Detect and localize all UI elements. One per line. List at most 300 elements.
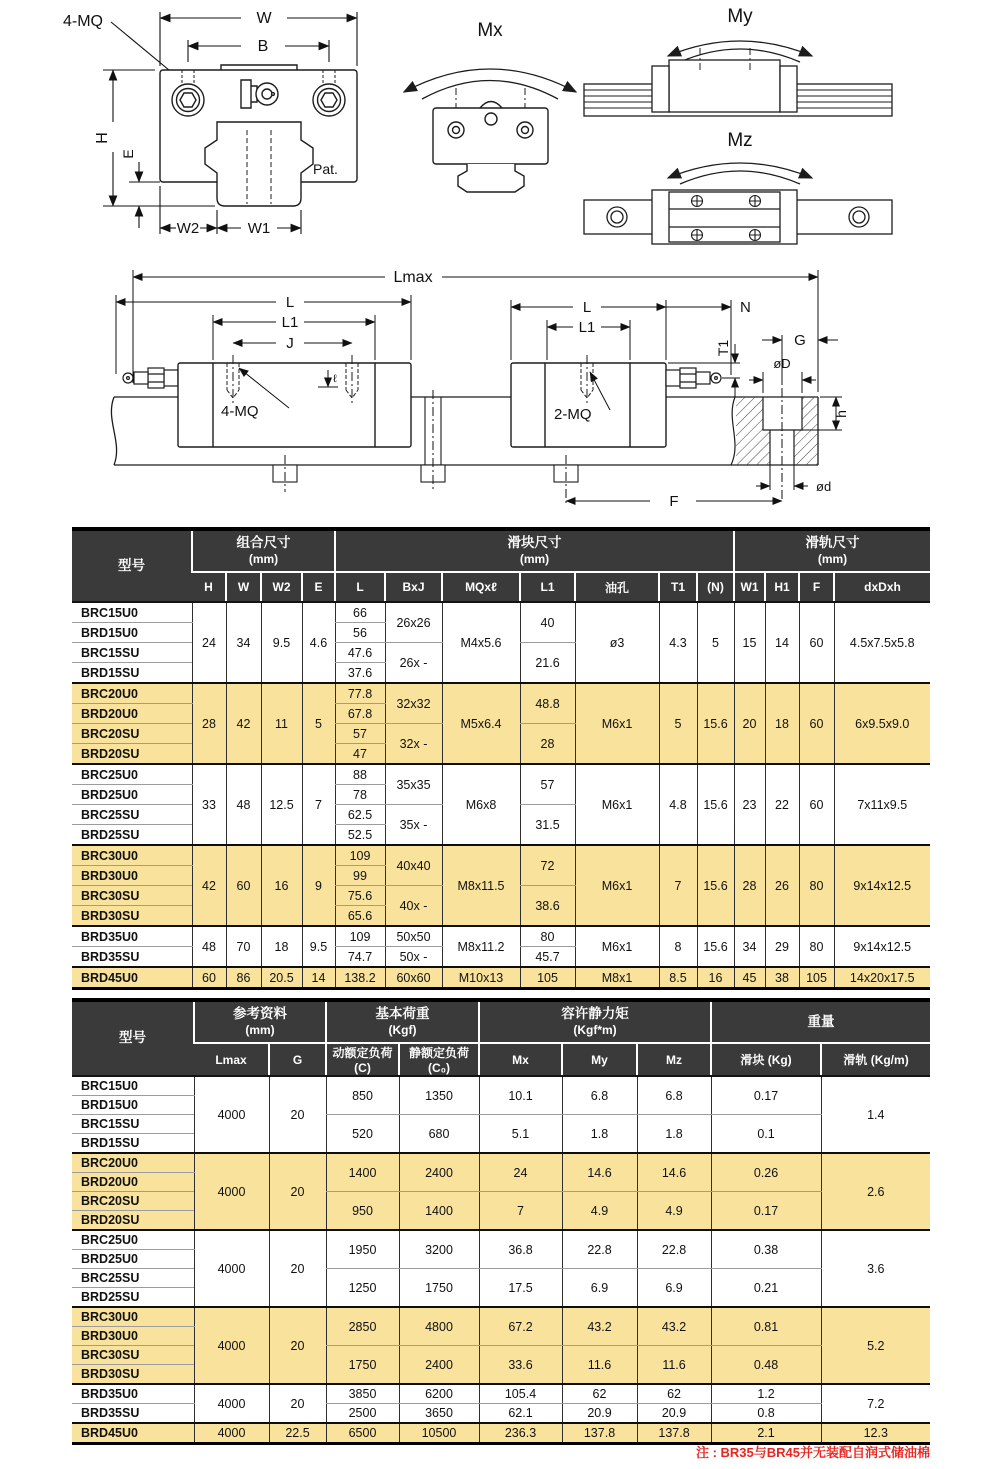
group-header-label: 滑块尺寸 bbox=[507, 535, 562, 551]
cell-W: 86 bbox=[226, 967, 261, 989]
group-header bbox=[479, 1000, 711, 1043]
load-ratings-table bbox=[72, 998, 930, 1445]
cell-C0: 6200 bbox=[399, 1384, 479, 1404]
cell-E: 7 bbox=[302, 764, 335, 845]
cell-H: 28 bbox=[192, 683, 226, 764]
dim-label-e: E bbox=[120, 149, 136, 159]
cell-rail: 3.6 bbox=[821, 1230, 930, 1307]
model-cell: BRD20U0 bbox=[72, 704, 192, 724]
model-cell: BRC15SU bbox=[72, 643, 192, 663]
cell-W: 48 bbox=[226, 764, 261, 845]
cell-dxDxh: 7x11x9.5 bbox=[834, 764, 930, 845]
cell-L1: 57 bbox=[520, 764, 575, 805]
cell-dxDxh: 9x14x12.5 bbox=[834, 926, 930, 967]
model-cell: BRD25SU bbox=[72, 1288, 194, 1308]
cell-F: 80 bbox=[799, 845, 834, 926]
group-header-unit: (mm) bbox=[817, 551, 848, 566]
group-header-unit: (Kgf*m) bbox=[573, 1022, 617, 1037]
table-row bbox=[72, 845, 930, 866]
cell-G: 22.5 bbox=[269, 1423, 326, 1444]
cell-blk: 0.17 bbox=[711, 1192, 821, 1231]
cell-Lmax: 4000 bbox=[194, 1153, 269, 1230]
dim-label-w1: W1 bbox=[247, 220, 271, 237]
model-column-header: 型号 bbox=[72, 529, 192, 602]
model-cell: BRC15U0 bbox=[72, 1076, 194, 1096]
model-cell: BRD30U0 bbox=[72, 1327, 194, 1346]
cell-L: 47 bbox=[335, 744, 385, 765]
cell-blk: 1.2 bbox=[711, 1384, 821, 1404]
cell-C: 850 bbox=[326, 1076, 399, 1115]
column-header: W2 bbox=[261, 572, 302, 602]
cell-W1: 34 bbox=[734, 926, 765, 967]
cell-Mx: 10.1 bbox=[479, 1076, 562, 1115]
cell-C0: 1350 bbox=[399, 1076, 479, 1115]
cell-MQ: M8x11.2 bbox=[442, 926, 520, 967]
model-cell: BRD20SU bbox=[72, 744, 192, 765]
cell-F: 60 bbox=[799, 683, 834, 764]
cell-Mx: 17.5 bbox=[479, 1269, 562, 1308]
cell-C0: 680 bbox=[399, 1115, 479, 1154]
cell-Mz: 4.9 bbox=[637, 1192, 711, 1231]
cell-L1: 40 bbox=[520, 602, 575, 643]
table-row bbox=[72, 683, 930, 704]
cell-F: 105 bbox=[799, 967, 834, 989]
group-header-label: 基本荷重 bbox=[375, 1006, 430, 1022]
cell-F: 60 bbox=[799, 764, 834, 845]
cell-oil: M6x1 bbox=[575, 845, 659, 926]
column-header: L bbox=[335, 572, 385, 602]
dim-label-b: B bbox=[257, 38, 269, 55]
cell-Mz: 6.9 bbox=[637, 1269, 711, 1308]
cell-W1: 45 bbox=[734, 967, 765, 989]
cell-blk: 0.38 bbox=[711, 1230, 821, 1269]
model-cell: BRD45U0 bbox=[72, 967, 192, 989]
cell-C: 1400 bbox=[326, 1153, 399, 1192]
cell-Lmax: 4000 bbox=[194, 1076, 269, 1153]
column-header: Lmax bbox=[194, 1043, 269, 1076]
cell-L1: 31.5 bbox=[520, 805, 575, 846]
cell-H: 42 bbox=[192, 845, 226, 926]
pat-label: Pat. bbox=[313, 161, 338, 177]
model-cell: BRD35SU bbox=[72, 1404, 194, 1424]
cell-C: 1950 bbox=[326, 1230, 399, 1269]
front-section-drawing bbox=[55, 2, 395, 246]
dim-label-n: N bbox=[740, 299, 751, 316]
cell-blk: 0.1 bbox=[711, 1115, 821, 1154]
cell-N: 15.6 bbox=[697, 683, 734, 764]
column-header: MQxℓ bbox=[442, 572, 520, 602]
cell-blk: 0.8 bbox=[711, 1404, 821, 1424]
model-cell: BRD25U0 bbox=[72, 1250, 194, 1269]
cell-BxJ: 32x - bbox=[385, 724, 442, 765]
cell-N: 15.6 bbox=[697, 764, 734, 845]
cell-Mx: 33.6 bbox=[479, 1346, 562, 1385]
dim-label-t1: T1 bbox=[715, 339, 731, 357]
model-cell: BRC20U0 bbox=[72, 683, 192, 704]
cell-H1: 22 bbox=[765, 764, 799, 845]
cell-C: 520 bbox=[326, 1115, 399, 1154]
model-cell: BRC30U0 bbox=[72, 845, 192, 866]
cell-H: 60 bbox=[192, 967, 226, 989]
cell-L: 109 bbox=[335, 845, 385, 866]
dim-label-f: F bbox=[669, 493, 679, 510]
table-row bbox=[72, 1384, 930, 1404]
dim-label-thread-depth: ℓ bbox=[333, 373, 337, 385]
model-cell: BRC15U0 bbox=[72, 602, 192, 623]
dimensions-table bbox=[72, 527, 930, 990]
cell-L: 78 bbox=[335, 785, 385, 805]
cell-Lmax: 4000 bbox=[194, 1230, 269, 1307]
column-header: BxJ bbox=[385, 572, 442, 602]
group-header bbox=[711, 1000, 930, 1043]
column-header: W1 bbox=[734, 572, 765, 602]
cell-blk: 0.48 bbox=[711, 1346, 821, 1385]
cell-N: 5 bbox=[697, 602, 734, 683]
table-row bbox=[72, 967, 930, 989]
table-row bbox=[72, 1153, 930, 1173]
cell-Mx: 105.4 bbox=[479, 1384, 562, 1404]
table-row bbox=[72, 1307, 930, 1327]
cell-MQ: M4x5.6 bbox=[442, 602, 520, 683]
cell-E: 4.6 bbox=[302, 602, 335, 683]
cell-L: 99 bbox=[335, 866, 385, 886]
model-cell: BRD15SU bbox=[72, 1134, 194, 1154]
column-header: G bbox=[269, 1043, 326, 1076]
column-header: E bbox=[302, 572, 335, 602]
cell-W2: 12.5 bbox=[261, 764, 302, 845]
cell-C: 950 bbox=[326, 1192, 399, 1231]
cell-G: 20 bbox=[269, 1076, 326, 1153]
my-label: My bbox=[727, 6, 753, 27]
column-header: 静额定负荷 (C₀) bbox=[399, 1043, 479, 1076]
dim-label-g: G bbox=[794, 332, 806, 349]
cell-C0: 2400 bbox=[399, 1153, 479, 1192]
cell-L: 67.8 bbox=[335, 704, 385, 724]
cell-L: 88 bbox=[335, 764, 385, 785]
cell-My: 6.8 bbox=[562, 1076, 637, 1115]
group-header-unit: (mm) bbox=[519, 551, 550, 566]
mx-moment-drawing bbox=[388, 12, 593, 197]
cell-E: 14 bbox=[302, 967, 335, 989]
dim-label-w: W bbox=[256, 10, 272, 27]
cell-C0: 3200 bbox=[399, 1230, 479, 1269]
cell-Mx: 36.8 bbox=[479, 1230, 562, 1269]
model-cell: BRC20SU bbox=[72, 1192, 194, 1211]
cell-Mx: 5.1 bbox=[479, 1115, 562, 1154]
cell-W2: 18 bbox=[261, 926, 302, 967]
cell-blk: 0.21 bbox=[711, 1269, 821, 1308]
table-row bbox=[72, 1230, 930, 1250]
cell-L: 77.8 bbox=[335, 683, 385, 704]
cell-rail: 5.2 bbox=[821, 1307, 930, 1384]
column-header: 动额定负荷 (C) bbox=[326, 1043, 399, 1076]
cell-C0: 1400 bbox=[399, 1192, 479, 1231]
group-header-label: 组合尺寸 bbox=[236, 535, 291, 551]
cell-L1: 28 bbox=[520, 724, 575, 765]
cell-blk: 2.1 bbox=[711, 1423, 821, 1444]
cell-C: 3850 bbox=[326, 1384, 399, 1404]
model-cell: BRD30U0 bbox=[72, 866, 192, 886]
cell-MQ: M8x11.5 bbox=[442, 845, 520, 926]
group-header-label: 容许静力矩 bbox=[561, 1006, 629, 1022]
cell-MQ: M5x6.4 bbox=[442, 683, 520, 764]
cell-C: 1750 bbox=[326, 1346, 399, 1385]
cell-C: 1250 bbox=[326, 1269, 399, 1308]
cell-G: 20 bbox=[269, 1230, 326, 1307]
cell-rail: 1.4 bbox=[821, 1076, 930, 1153]
column-header: dxDxh bbox=[834, 572, 930, 602]
dim-label-h-depth: h bbox=[833, 410, 849, 418]
group-header bbox=[326, 1000, 479, 1043]
cell-C0: 4800 bbox=[399, 1307, 479, 1346]
cell-Mz: 137.8 bbox=[637, 1423, 711, 1444]
cell-dxDxh: 14x20x17.5 bbox=[834, 967, 930, 989]
cell-Mx: 62.1 bbox=[479, 1404, 562, 1424]
cell-E: 9 bbox=[302, 845, 335, 926]
footnote: 注 : BR35与BR45并无装配自润式储油棉 bbox=[695, 1445, 930, 1460]
model-cell: BRC25SU bbox=[72, 1269, 194, 1288]
column-header: T1 bbox=[659, 572, 697, 602]
cell-MQ: M6x8 bbox=[442, 764, 520, 845]
cell-W: 42 bbox=[226, 683, 261, 764]
cell-BxJ: 50x50 bbox=[385, 926, 442, 947]
cell-Lmax: 4000 bbox=[194, 1307, 269, 1384]
cell-G: 20 bbox=[269, 1153, 326, 1230]
cell-dxDxh: 6x9.5x9.0 bbox=[834, 683, 930, 764]
cell-My: 22.8 bbox=[562, 1230, 637, 1269]
cell-oil: M6x1 bbox=[575, 683, 659, 764]
model-cell: BRC25U0 bbox=[72, 1230, 194, 1250]
model-cell: BRD15U0 bbox=[72, 1096, 194, 1115]
cell-dxDxh: 9x14x12.5 bbox=[834, 845, 930, 926]
cell-W: 34 bbox=[226, 602, 261, 683]
cell-L: 62.5 bbox=[335, 805, 385, 825]
cell-W1: 28 bbox=[734, 845, 765, 926]
dim-label-lmax: Lmax bbox=[393, 269, 433, 286]
cell-BxJ: 32x32 bbox=[385, 683, 442, 724]
cell-T1: 7 bbox=[659, 845, 697, 926]
column-header: My bbox=[562, 1043, 637, 1076]
dim-label-l-left: L bbox=[285, 294, 295, 311]
header-row-columns bbox=[72, 572, 930, 602]
cell-H: 24 bbox=[192, 602, 226, 683]
mz-label: Mz bbox=[727, 130, 753, 151]
cell-My: 20.9 bbox=[562, 1404, 637, 1424]
cell-L1: 38.6 bbox=[520, 886, 575, 927]
table-row bbox=[72, 1076, 930, 1096]
cell-oil: ø3 bbox=[575, 602, 659, 683]
cell-C0: 1750 bbox=[399, 1269, 479, 1308]
cell-rail: 12.3 bbox=[821, 1423, 930, 1444]
cell-L: 109 bbox=[335, 926, 385, 947]
model-cell: BRC20U0 bbox=[72, 1153, 194, 1173]
model-cell: BRD15U0 bbox=[72, 623, 192, 643]
dim-label-2mq: 2-MQ bbox=[554, 406, 592, 423]
cell-BxJ: 40x - bbox=[385, 886, 442, 927]
model-cell: BRD25SU bbox=[72, 825, 192, 846]
group-header bbox=[192, 529, 335, 572]
cell-H1: 38 bbox=[765, 967, 799, 989]
cell-L: 138.2 bbox=[335, 967, 385, 989]
cell-H: 33 bbox=[192, 764, 226, 845]
cell-W1: 15 bbox=[734, 602, 765, 683]
cell-Mx: 67.2 bbox=[479, 1307, 562, 1346]
model-cell: BRD35U0 bbox=[72, 1384, 194, 1404]
cell-F: 60 bbox=[799, 602, 834, 683]
cell-Mx: 236.3 bbox=[479, 1423, 562, 1444]
cell-H1: 18 bbox=[765, 683, 799, 764]
column-header: L1 bbox=[520, 572, 575, 602]
cell-Mz: 14.6 bbox=[637, 1153, 711, 1192]
dim-label-l1-right: L1 bbox=[578, 319, 596, 336]
cell-My: 4.9 bbox=[562, 1192, 637, 1231]
cell-L1: 48.8 bbox=[520, 683, 575, 724]
table-row bbox=[72, 1423, 930, 1444]
cell-oil: M8x1 bbox=[575, 967, 659, 989]
dim-label-l-right: L bbox=[582, 299, 592, 316]
cell-N: 15.6 bbox=[697, 845, 734, 926]
group-header-unit: (mm) bbox=[245, 1022, 275, 1037]
table-row bbox=[72, 602, 930, 623]
group-header-label: 参考资料 bbox=[233, 1006, 287, 1022]
column-header: Mz bbox=[637, 1043, 711, 1076]
cell-BxJ: 40x40 bbox=[385, 845, 442, 886]
dim-label-phi-d-lower: ød bbox=[816, 479, 832, 494]
cell-W2: 11 bbox=[261, 683, 302, 764]
column-header: 滑块 (Kg) bbox=[711, 1043, 821, 1076]
group-header bbox=[734, 529, 930, 572]
cell-C0: 2400 bbox=[399, 1346, 479, 1385]
cell-E: 5 bbox=[302, 683, 335, 764]
cell-My: 137.8 bbox=[562, 1423, 637, 1444]
column-header: F bbox=[799, 572, 834, 602]
cell-H1: 26 bbox=[765, 845, 799, 926]
cell-My: 1.8 bbox=[562, 1115, 637, 1154]
model-cell: BRC30SU bbox=[72, 1346, 194, 1365]
cell-BxJ: 50x - bbox=[385, 947, 442, 968]
dim-label-w2: W2 bbox=[176, 220, 200, 237]
cell-H1: 29 bbox=[765, 926, 799, 967]
column-header: W bbox=[226, 572, 261, 602]
cell-N: 16 bbox=[697, 967, 734, 989]
cell-BxJ: 60x60 bbox=[385, 967, 442, 989]
model-cell: BRC25U0 bbox=[72, 764, 192, 785]
model-cell: BRD25U0 bbox=[72, 785, 192, 805]
cell-My: 6.9 bbox=[562, 1269, 637, 1308]
table-row bbox=[72, 926, 930, 947]
cell-C0: 3650 bbox=[399, 1404, 479, 1424]
column-header: 油孔 bbox=[575, 572, 659, 602]
cell-T1: 4.8 bbox=[659, 764, 697, 845]
cell-C: 6500 bbox=[326, 1423, 399, 1444]
model-cell: BRD35SU bbox=[72, 947, 192, 968]
cell-Mx: 7 bbox=[479, 1192, 562, 1231]
cell-L1: 80 bbox=[520, 926, 575, 947]
group-header-label: 滑轨尺寸 bbox=[805, 535, 860, 551]
model-cell: BRD45U0 bbox=[72, 1423, 194, 1444]
cell-F: 80 bbox=[799, 926, 834, 967]
cell-BxJ: 35x35 bbox=[385, 764, 442, 805]
group-header-unit: (mm) bbox=[248, 551, 279, 566]
table-row bbox=[72, 764, 930, 785]
header-row-columns bbox=[72, 1043, 930, 1076]
cell-L: 75.6 bbox=[335, 886, 385, 906]
model-cell: BRD15SU bbox=[72, 663, 192, 684]
cell-W1: 23 bbox=[734, 764, 765, 845]
cell-rail: 2.6 bbox=[821, 1153, 930, 1230]
cell-Mx: 24 bbox=[479, 1153, 562, 1192]
cell-N: 15.6 bbox=[697, 926, 734, 967]
column-header: H1 bbox=[765, 572, 799, 602]
cell-Mz: 11.6 bbox=[637, 1346, 711, 1385]
dim-label-phi-d-upper: øD bbox=[773, 356, 791, 371]
dim-label-h: H bbox=[94, 132, 111, 144]
mx-label: Mx bbox=[477, 20, 503, 41]
cell-W2: 20.5 bbox=[261, 967, 302, 989]
group-header bbox=[194, 1000, 326, 1043]
my-mz-moment-drawing bbox=[572, 2, 902, 260]
cell-L1: 21.6 bbox=[520, 643, 575, 684]
cell-W: 70 bbox=[226, 926, 261, 967]
cell-rail: 7.2 bbox=[821, 1384, 930, 1423]
header-row-groups bbox=[72, 1000, 930, 1043]
cell-H: 48 bbox=[192, 926, 226, 967]
cell-Mz: 22.8 bbox=[637, 1230, 711, 1269]
dim-label-4mq: 4-MQ bbox=[63, 13, 103, 30]
model-cell: BRC25SU bbox=[72, 805, 192, 825]
cell-My: 11.6 bbox=[562, 1346, 637, 1385]
cell-blk: 0.81 bbox=[711, 1307, 821, 1346]
model-cell: BRC20SU bbox=[72, 724, 192, 744]
side-elevation-drawing bbox=[90, 250, 850, 512]
cell-G: 20 bbox=[269, 1384, 326, 1423]
cell-Mz: 43.2 bbox=[637, 1307, 711, 1346]
cell-BxJ: 26x26 bbox=[385, 602, 442, 643]
group-header bbox=[335, 529, 734, 572]
model-cell: BRD35U0 bbox=[72, 926, 192, 947]
cell-L1: 105 bbox=[520, 967, 575, 989]
cell-MQ: M10x13 bbox=[442, 967, 520, 989]
cell-T1: 8.5 bbox=[659, 967, 697, 989]
cell-H1: 14 bbox=[765, 602, 799, 683]
cell-BxJ: 26x - bbox=[385, 643, 442, 684]
cell-Mz: 1.8 bbox=[637, 1115, 711, 1154]
cell-Mz: 20.9 bbox=[637, 1404, 711, 1424]
cell-C: 2500 bbox=[326, 1404, 399, 1424]
cell-My: 62 bbox=[562, 1384, 637, 1404]
cell-L: 65.6 bbox=[335, 906, 385, 927]
model-cell: BRC15SU bbox=[72, 1115, 194, 1134]
cell-L: 66 bbox=[335, 602, 385, 623]
cell-oil: M6x1 bbox=[575, 764, 659, 845]
cell-G: 20 bbox=[269, 1307, 326, 1384]
cell-L: 52.5 bbox=[335, 825, 385, 846]
cell-T1: 5 bbox=[659, 683, 697, 764]
model-column-header: 型号 bbox=[72, 1000, 194, 1076]
cell-oil: M6x1 bbox=[575, 926, 659, 967]
model-cell: BRD30SU bbox=[72, 1365, 194, 1385]
cell-W2: 9.5 bbox=[261, 602, 302, 683]
model-cell: BRC30U0 bbox=[72, 1307, 194, 1327]
cell-T1: 4.3 bbox=[659, 602, 697, 683]
cell-W2: 16 bbox=[261, 845, 302, 926]
cell-L: 74.7 bbox=[335, 947, 385, 968]
cell-W: 60 bbox=[226, 845, 261, 926]
cell-C0: 10500 bbox=[399, 1423, 479, 1444]
cell-C: 2850 bbox=[326, 1307, 399, 1346]
cell-My: 43.2 bbox=[562, 1307, 637, 1346]
column-header: 滑轨 (Kg/m) bbox=[821, 1043, 930, 1076]
